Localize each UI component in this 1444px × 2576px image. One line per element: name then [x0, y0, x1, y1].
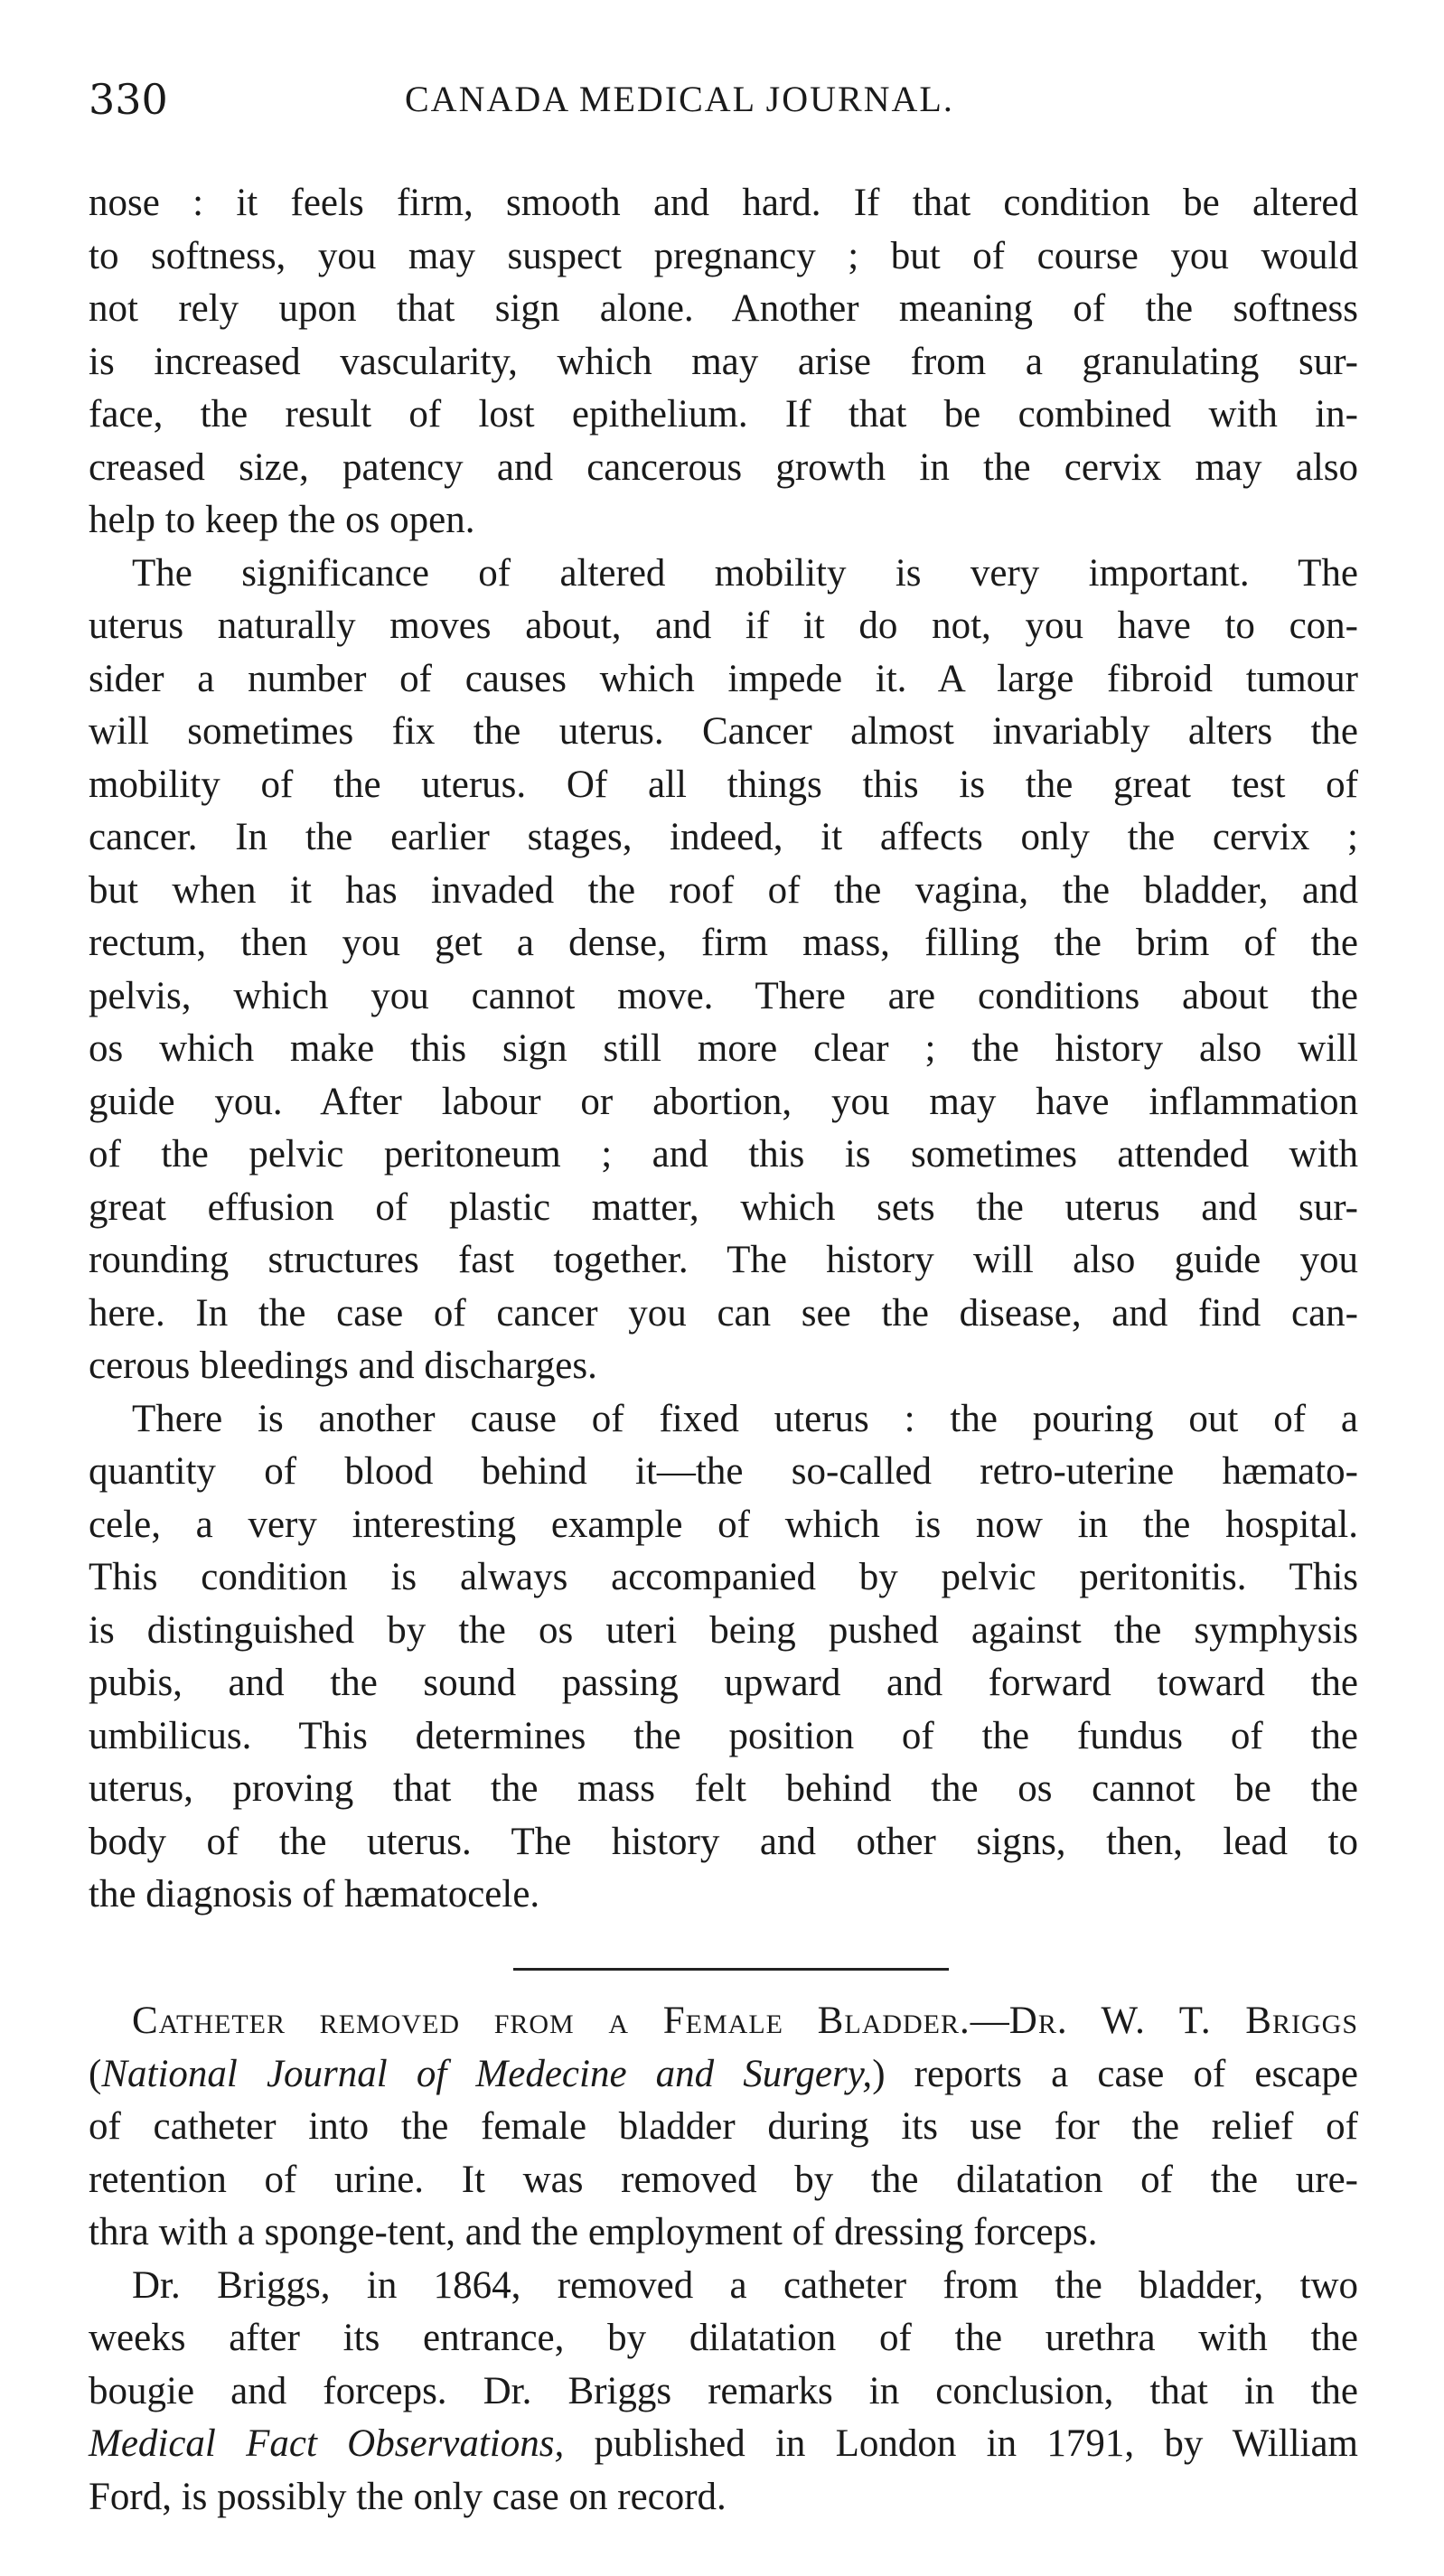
text-line: rounding structures fast together. The history will also guide you [89, 1239, 1358, 1281]
text-line: There is another cause of fixed uterus : the pouring out of a [132, 1397, 1358, 1440]
section-divider [513, 1968, 949, 1971]
text-fragment: reports a case of escape [885, 2052, 1358, 2095]
text-line: of catheter into the female bladder during its use for the relief of [89, 2105, 1358, 2148]
text-line: guide you. After labour or abortion, you may have inflammation [89, 1080, 1358, 1123]
text-line: body of the uterus. The history and other signs, then, lead to [89, 1820, 1358, 1863]
text-line: bougie and forceps. Dr. Briggs remarks in conclusion, that in the [89, 2369, 1358, 2412]
text-line: pelvis, which you cannot move. There are conditions about the [89, 974, 1358, 1017]
text-line: of the pelvic peritoneum ; and this is sometimes attended with [89, 1133, 1358, 1176]
text-line: sider a number of causes which impede it. A large fibroid tumour [89, 657, 1358, 700]
text-line: cerous bleedings and discharges. [89, 1344, 597, 1387]
text-line: will sometimes fix the uterus. Cancer almost invariably alters the [89, 710, 1358, 753]
text-fragment: published in London in 1791, by William [564, 2422, 1358, 2465]
text-line: not rely upon that sign alone. Another meaning of the softness [89, 287, 1358, 330]
text-line: weeks after its entrance, by dilatation of the urethra with the [89, 2317, 1358, 2359]
text-line: uterus, proving that the mass felt behind the os cannot be the [89, 1767, 1358, 1810]
source-journal: National Journal of Medecine and Surgery, [101, 2052, 873, 2095]
text-line: quantity of blood behind it—the so-called retro-uterine hæmato- [89, 1450, 1358, 1493]
text-line: is distinguished by the os uteri being pushed against the symphysis [89, 1608, 1358, 1652]
paren-close: ) [872, 2052, 886, 2095]
text-line: cele, a very interesting example of which is now in the hospital. [89, 1503, 1358, 1546]
text-line: retention of urine. It was removed by the dilatation of the ure- [89, 2158, 1358, 2201]
text-line: nose : it feels firm, smooth and hard. If that condition be altered [89, 182, 1358, 224]
text-line: Ford, is possibly the only case on record. [89, 2475, 727, 2518]
article-catheter [89, 1995, 1358, 2524]
text-line: creased size, patency and cancerous growth in the cervix may also [89, 445, 1358, 489]
text-line [89, 2418, 1358, 2471]
article-heading-line [89, 1995, 1358, 2048]
text-line: is increased vascularity, which may arise from a granulating sur- [89, 340, 1358, 383]
text-line: but when it has invaded the roof of the vagina, the bladder, and [89, 868, 1358, 912]
text-line: mobility of the uterus. Of all things this is the great test of [89, 763, 1358, 806]
text-line: the diagnosis of hæmatocele. [89, 1873, 540, 1916]
article-author: Dr. W. T. Briggs [1008, 2000, 1359, 2042]
page-number: 330 [89, 75, 168, 124]
text-line: to softness, you may suspect pregnancy ; but of course you would [89, 234, 1358, 277]
text-line: uterus naturally moves about, and if it do not, you have to con- [89, 604, 1358, 647]
text-line: cancer. In the earlier stages, indeed, it affects only the cervix ; [89, 816, 1358, 858]
title-dash: — [970, 2000, 1009, 2042]
text-line: The significance of altered mobility is very important. The [132, 551, 1358, 595]
paragraph [89, 1393, 1358, 1922]
text-line: umbilicus. This determines the position of the fundus of the [89, 1714, 1358, 1757]
paren-open: ( [89, 2052, 102, 2095]
paragraph [89, 177, 1358, 548]
book-title: Medical Fact Observations, [89, 2422, 565, 2465]
running-head: CANADA MEDICAL JOURNAL. [405, 79, 954, 119]
text-line: great effusion of plastic matter, which sets the uterus and sur- [89, 1185, 1358, 1229]
text-line: face, the result of lost epithelium. If that be combined with in- [89, 393, 1358, 436]
text-line: rectum, then you get a dense, firm mass, filling the brim of the [89, 922, 1358, 964]
paragraph [89, 548, 1358, 1393]
page-header [89, 72, 1372, 136]
text-line: pubis, and the sound passing upward and forward toward the [89, 1662, 1358, 1704]
text-line: os which make this sign still more clear ; the history also will [89, 1027, 1358, 1070]
main-text [89, 177, 1358, 1922]
text-line: thra with a sponge-tent, and the employment of dressing forceps. [89, 2211, 1098, 2253]
text-line: here. In the case of cancer you can see the disease, and find can- [89, 1291, 1358, 1335]
text-line [89, 2048, 1358, 2102]
text-line: Dr. Briggs, in 1864, removed a catheter from the bladder, two [132, 2263, 1358, 2307]
text-line: This condition is always accompanied by pelvic peritonitis. This [89, 1556, 1358, 1598]
text-line: help to keep the os open. [89, 499, 475, 541]
article-title: Catheter removed from a Female Bladder. [132, 2000, 970, 2042]
